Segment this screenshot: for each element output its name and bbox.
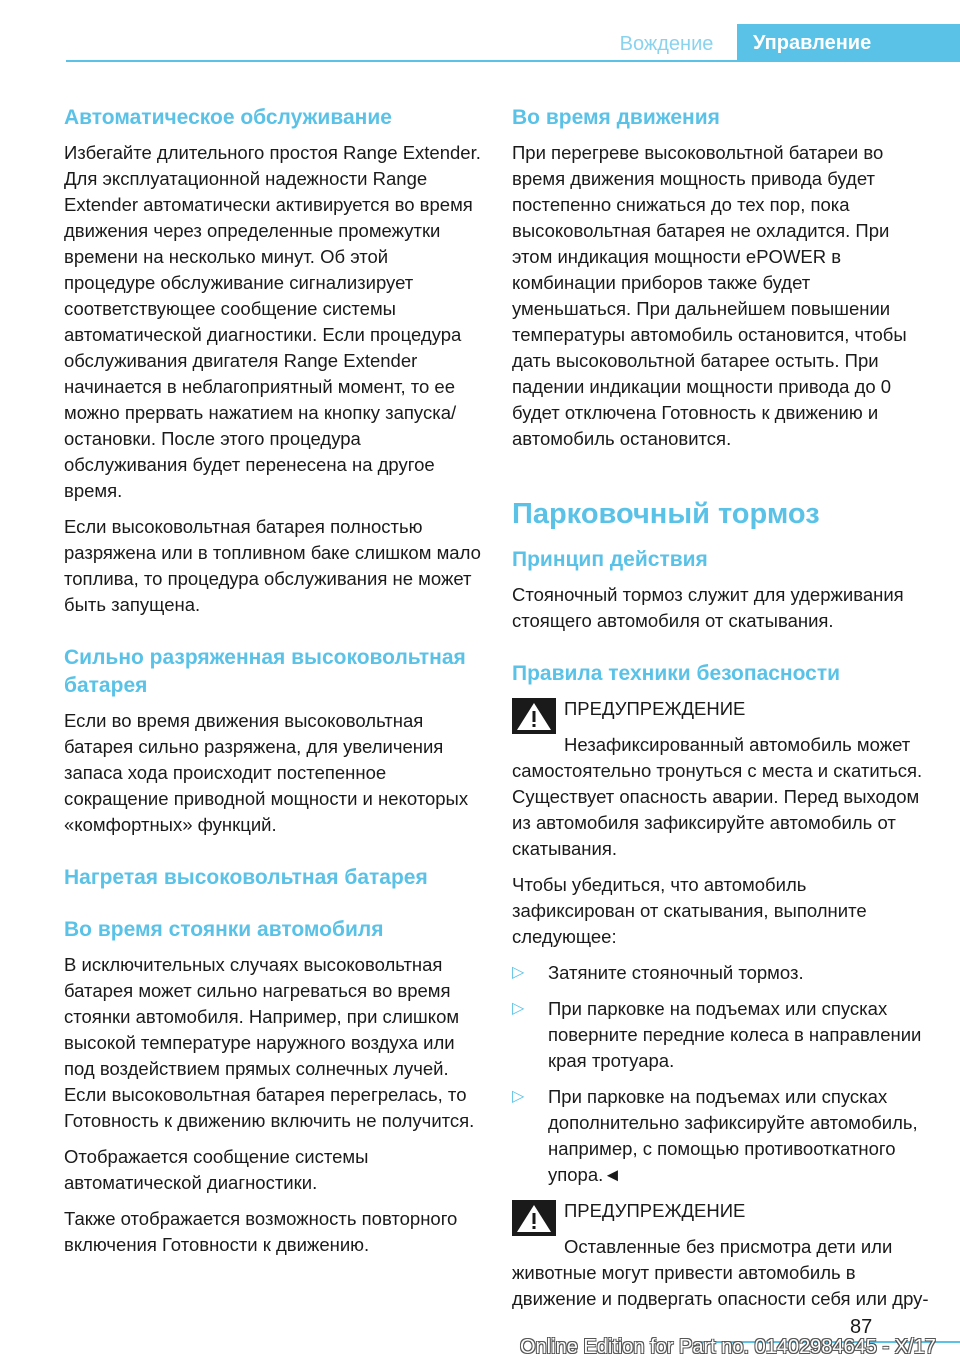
left-column	[64, 104, 482, 1268]
warning-body-2: Оставленные без присмотра дети или животные могут привести автомобиль в движение и подвергать опасности себя или дру-	[512, 1236, 929, 1309]
list-item: ▷ Затяните стояночный тормоз.	[512, 960, 932, 986]
heading-safety-rules: Правила техники безопасности	[512, 662, 841, 685]
paragraph-while-parked-3: Также отображается возможность повторного включения Готовности к движению.	[64, 1208, 458, 1255]
warning-title-1: ПРЕДУПРЕЖДЕНИЕ	[564, 698, 746, 719]
tab-driving[interactable]: Вождение	[619, 33, 714, 55]
heading-while-driving: Во время движения	[512, 106, 720, 129]
warning-triangle-icon	[512, 1200, 556, 1236]
bullet-arrow-icon: ▷	[512, 1000, 525, 1017]
warning-block-2	[512, 1198, 932, 1312]
header-rule	[66, 60, 960, 62]
right-column	[512, 104, 932, 1322]
heading-auto-maintenance: Автоматическое обслуживание	[64, 106, 392, 129]
heading-principle: Принцип действия	[512, 548, 708, 571]
warning-block-1	[512, 696, 932, 862]
heading-while-parked: Во время стоянки автомобиля	[64, 918, 384, 941]
list-item: ▷ При парковке на подъемах или спусках поверните передние колеса в направлении края тротуара.	[512, 998, 922, 1071]
bullet-arrow-icon: ▷	[512, 964, 525, 981]
bullet-arrow-icon: ▷	[512, 1088, 525, 1105]
steps-list	[512, 960, 932, 1188]
footer-edition: Online Edition for Part no. 01402984645 - X/17	[520, 1336, 936, 1358]
paragraph-auto-maintenance-2: Если высоковольтная батарея полностью разряжена или в топливном баке слишком мало топлива, то процедура обслуживания не может быть запущена.	[64, 516, 481, 615]
heading-heated-battery: Нагретая высоковольтная батарея	[64, 866, 428, 889]
paragraph-auto-maintenance-1: Избегайте длительного простоя Range Extender. Для эксплуатационной надежности Range Extender автоматически активируется во время движения через определенные промежутки времени на несколько минут. Об этой процедуре обслуживание сигнализирует соответствующее сообщение системы автоматической диагностики. Если процедура обслуживания двигателя Range Extender начинается в неблагоприятный момент, то ее можно прервать нажатием на кнопку запуска/остановки. После этого процедура обслуживания будет перенесена на другое время.	[64, 142, 481, 501]
page-number: 87	[850, 1316, 873, 1338]
paragraph-principle: Стояночный тормоз служит для удерживания стоящего автомобиля от скатывания.	[512, 584, 904, 631]
paragraph-while-parked-2: Отображается сообщение системы автоматической диагностики.	[64, 1146, 369, 1193]
warning-body-1: Незафиксированный автомобиль может самостоятельно тронуться с места и скатиться. Существует опасность аварии. Перед выходом из автомобиля зафиксируйте автомобиль от скатывания.	[512, 734, 923, 859]
paragraph-secure-vehicle: Чтобы убедиться, что автомобиль зафиксирован от скатывания, выполните следующее:	[512, 874, 867, 947]
paragraph-discharged-battery: Если во время движения высоковольтная батарея сильно разряжена, для увеличения запаса хода происходит постепенное сокращение приводной мощности и некоторых «комфортных» функций.	[64, 710, 469, 835]
heading-parking-brake: Парковочный тормоз	[512, 498, 820, 530]
tab-controls[interactable]: Управление	[737, 24, 960, 62]
heading-discharged-battery: Сильно разряженная высоковольтная батарея	[64, 646, 466, 697]
warning-title-2: ПРЕДУПРЕЖДЕНИЕ	[564, 1200, 746, 1221]
list-item: ▷ При парковке на подъемах или спусках дополнительно зафиксируйте автомобиль, например, с помощью противооткатного упора.◄	[512, 1086, 918, 1185]
warning-triangle-icon	[512, 698, 556, 734]
paragraph-while-driving: При перегреве высоковольтной батареи во время движения мощность привода будет постепенно снижаться до тех пор, пока высоковольтная батарея не охладится. При этом индикация мощности ePOWER в комбинации приборов также будет уменьшаться. При дальнейшем повышении температуры автомобиль остановится, чтобы дать высоковольтной батарее остыть. При падении индикации мощности привода до 0 будет отключена Готовность к движению и автомобиль остановится.	[512, 142, 907, 449]
paragraph-while-parked-1: В исключительных случаях высоковольтная батарея может сильно нагреваться во время стоянки автомобиля. Например, при слишком высокой температуре наружного воздуха или под воздействием прямых солнечных лучей. Если высоковольтная батарея перегрелась, то Готовность к движению включить не получится.	[64, 954, 475, 1131]
